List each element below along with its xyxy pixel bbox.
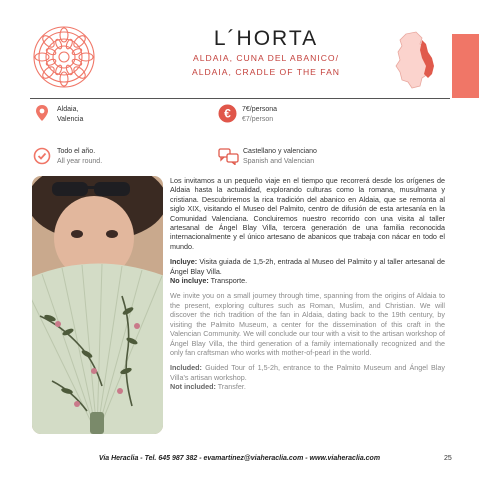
euro-icon	[218, 104, 237, 123]
season-spanish: Todo el año.	[57, 148, 96, 155]
price-english: €7/person	[242, 115, 274, 123]
description-english: We invite you on a small journey through time, spanning from the origins of Aldaia to the present, exploring cultures such as Roman, Muslim, and Christian. We will discover the rich tradition of the fan in Aldaia, dating back to the 19th century, by visiting the Palmito Museum, a center for the dissemination of this craft in the Valencian Community. We will conclude our tour with a visit to the artisan workshop of Ángel Blay Villa, the third generation of a family internationally recognized and the only fan craftsman who works with mother-of-pearl in the world.	[170, 291, 445, 357]
fan-photo	[32, 176, 163, 434]
includes-spanish	[170, 257, 445, 276]
language-english: Spanish and Valencian	[243, 157, 315, 165]
corner-accent-bar	[452, 34, 479, 98]
price-spanish: 7€/persona	[242, 106, 278, 113]
valencia-map-icon	[392, 30, 448, 90]
language-info	[243, 147, 317, 166]
includes-spanish-text: Visita guiada de 1,5-2h, entrada al Museo del Palmito y al taller artesanal de Ángel Blay Villa.	[170, 257, 445, 276]
description-text	[170, 176, 445, 398]
title-block	[148, 28, 384, 78]
season-info	[57, 147, 102, 166]
location-info	[57, 105, 83, 124]
includes-english	[170, 363, 445, 382]
language-spanish: Castellano y valenciano	[243, 148, 317, 155]
location-line-1: Aldaia,	[57, 106, 79, 113]
includes-spanish-label: Incluye:	[170, 257, 198, 267]
season-english: All year round.	[57, 157, 103, 165]
check-circle-icon	[33, 147, 51, 165]
page-number: 25	[444, 455, 452, 462]
description-spanish: Los invitamos a un pequeño viaje en el tiempo que recorrerá desde los orígenes de Aldaia hasta la actualidad, explorando culturas como la romana, musulmana y cristiana. Descubriremos la rica tradición del abanico en Aldaia, que se remonta al siglo XIX, visitando el Museo del Palmito, centro de difusión de esta artesanía en la Comunidad Valenciana. Concluiremos nuestro recorrido con una visita al taller artesanal de Ángel Blay Villa, tercera generación de una familia reconocida internacionalmente y el único artesano de abanicos que trabaja con nácar en todo el mundo.	[170, 176, 445, 251]
mandala-logo-icon	[32, 25, 96, 89]
excludes-spanish	[170, 276, 445, 285]
subtitle-spanish: ALDAIA, CUNA DEL ABANICO/	[193, 53, 339, 63]
page-title: L´HORTA	[213, 27, 319, 50]
price-info	[242, 105, 277, 124]
excludes-spanish-text: Transporte.	[208, 276, 248, 286]
excludes-english	[170, 382, 445, 391]
speech-bubbles-icon	[218, 147, 239, 165]
excludes-english-text: Transfer.	[215, 382, 246, 392]
includes-english-text: Guided Tour of 1,5-2h, entrance to the Palmito Museum and Ángel Blay Villa's artisan workshop.	[170, 363, 445, 382]
excludes-english-label: Not included:	[170, 382, 216, 392]
svg-text:€: €	[224, 106, 231, 121]
location-line-2: Valencia	[57, 115, 84, 123]
excludes-spanish-label: No incluye:	[170, 276, 209, 286]
includes-english-label: Included:	[170, 363, 202, 373]
fan-photo-illustration	[32, 176, 163, 434]
footer-contact: Via Heraclia - Tel. 645 987 382 - evamartinez@viaheraclia.com - www.viaheraclia.com	[98, 455, 381, 462]
header-divider	[30, 98, 450, 99]
subtitle-english: ALDAIA, CRADLE OF THE FAN	[191, 67, 341, 77]
location-pin-icon	[33, 104, 51, 122]
